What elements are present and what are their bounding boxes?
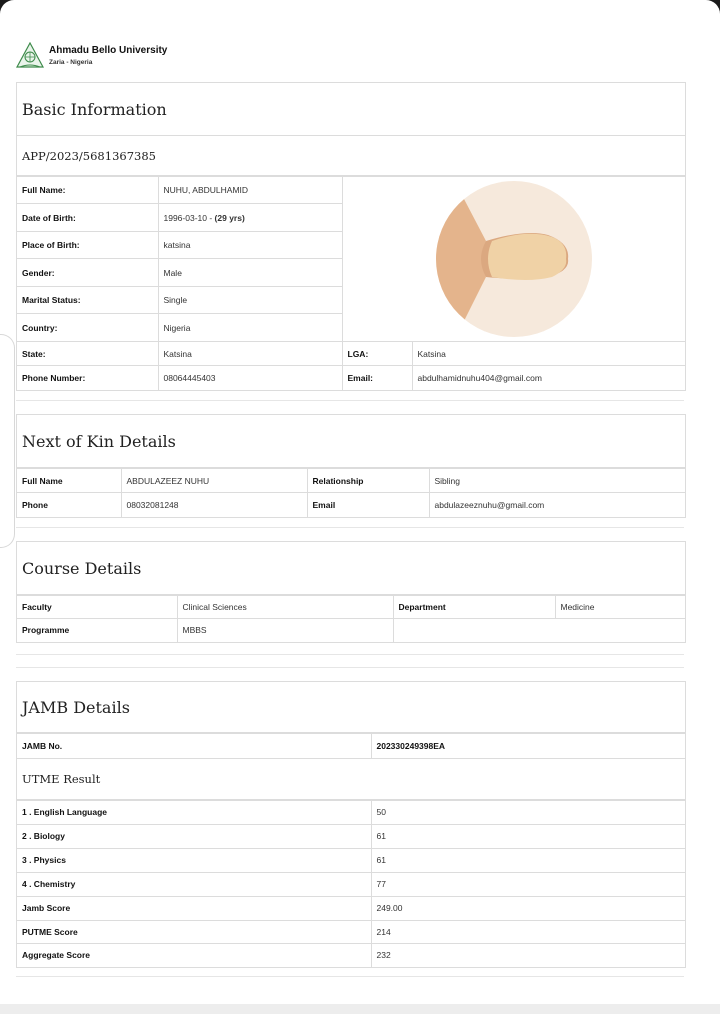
kin-phone-value: 08032081248 [121, 493, 307, 517]
subject-score: 77 [371, 872, 685, 896]
marital-status-value: Single [158, 287, 342, 314]
basic-information-table [17, 176, 685, 390]
kin-email-label: Email [307, 493, 429, 517]
subject-label: 2 . Biology [17, 824, 371, 848]
kin-relationship-value: Sibling [429, 469, 685, 493]
subject-score: 61 [371, 848, 685, 872]
programme-value: MBBS [177, 619, 393, 642]
jamb-number-label: JAMB No. [17, 734, 371, 758]
state-value: Katsina [158, 342, 342, 366]
date-of-birth-label: Date of Birth: [17, 204, 158, 232]
putme-score-value: 214 [371, 920, 685, 943]
subject-score: 61 [371, 824, 685, 848]
dob-date: 1996-03-10 - [163, 212, 215, 223]
kin-relationship-label: Relationship [307, 469, 429, 493]
bottom-bar [0, 1004, 720, 1014]
email-label: Email: [342, 366, 412, 390]
state-label: State: [17, 342, 158, 366]
application-number: APP/2023/5681367385 [17, 136, 685, 176]
utme-result-table [17, 800, 685, 968]
next-of-kin-card [16, 414, 686, 518]
section-divider [16, 400, 684, 401]
next-of-kin-title: Next of Kin Details [17, 415, 685, 468]
utme-result-title: UTME Result [17, 758, 685, 800]
lga-value: Katsina [412, 342, 685, 366]
jamb-score-value: 249.00 [371, 896, 685, 920]
kin-full-name-value: ABDULAZEEZ NUHU [121, 469, 307, 493]
jamb-number-value: 202330249398EA [371, 734, 685, 758]
place-of-birth-label: Place of Birth: [17, 232, 158, 259]
jamb-details-card [16, 681, 686, 968]
university-name: Ahmadu Bello University [49, 45, 168, 56]
university-logo-icon [16, 42, 44, 70]
marital-status-label: Marital Status: [17, 287, 158, 314]
phone-number-label: Phone Number: [17, 366, 158, 390]
subject-label: 1 . English Language [17, 800, 371, 824]
basic-information-card [16, 82, 686, 391]
course-details-title: Course Details [17, 542, 685, 595]
empty-cell [393, 619, 685, 642]
section-divider [16, 667, 684, 668]
faculty-label: Faculty [17, 596, 177, 619]
kin-email-value: abdulazeeznuhu@gmail.com [429, 493, 685, 517]
jamb-details-title: JAMB Details [17, 682, 685, 733]
header [16, 41, 167, 71]
subject-label: 4 . Chemistry [17, 872, 371, 896]
gender-label: Gender: [17, 259, 158, 287]
section-divider [16, 654, 684, 655]
aggregate-score-label: Aggregate Score [17, 943, 371, 967]
kin-full-name-label: Full Name [17, 469, 121, 493]
passport-photo-cell [342, 177, 685, 342]
section-divider [16, 527, 684, 528]
phone-number-value: 08064445403 [158, 366, 342, 390]
country-value: Nigeria [158, 314, 342, 342]
subject-score: 50 [371, 800, 685, 824]
jamb-number-table [17, 733, 685, 758]
side-drawer-handle[interactable] [0, 334, 15, 548]
programme-label: Programme [17, 619, 177, 642]
country-label: Country: [17, 314, 158, 342]
age-value: (29 yrs) [214, 212, 245, 223]
gender-value: Male [158, 259, 342, 287]
full-name-value: NUHU, ABDULHAMID [158, 177, 342, 204]
jamb-score-label: Jamb Score [17, 896, 371, 920]
department-value: Medicine [555, 596, 685, 619]
date-of-birth-value [158, 204, 342, 232]
department-label: Department [393, 596, 555, 619]
university-location: Zaria - Nigeria [49, 59, 93, 66]
course-details-card [16, 541, 686, 643]
aggregate-score-value: 232 [371, 943, 685, 967]
user-avatar-icon [436, 181, 592, 337]
place-of-birth-value: katsina [158, 232, 342, 259]
subject-label: 3 . Physics [17, 848, 371, 872]
full-name-label: Full Name: [17, 177, 158, 204]
course-details-table [17, 595, 685, 642]
next-of-kin-table [17, 468, 685, 517]
email-value: abdulhamidnuhu404@gmail.com [412, 366, 685, 390]
kin-phone-label: Phone [17, 493, 121, 517]
section-divider [16, 976, 684, 977]
lga-label: LGA: [342, 342, 412, 366]
basic-information-title: Basic Information [17, 83, 685, 136]
putme-score-label: PUTME Score [17, 920, 371, 943]
faculty-value: Clinical Sciences [177, 596, 393, 619]
